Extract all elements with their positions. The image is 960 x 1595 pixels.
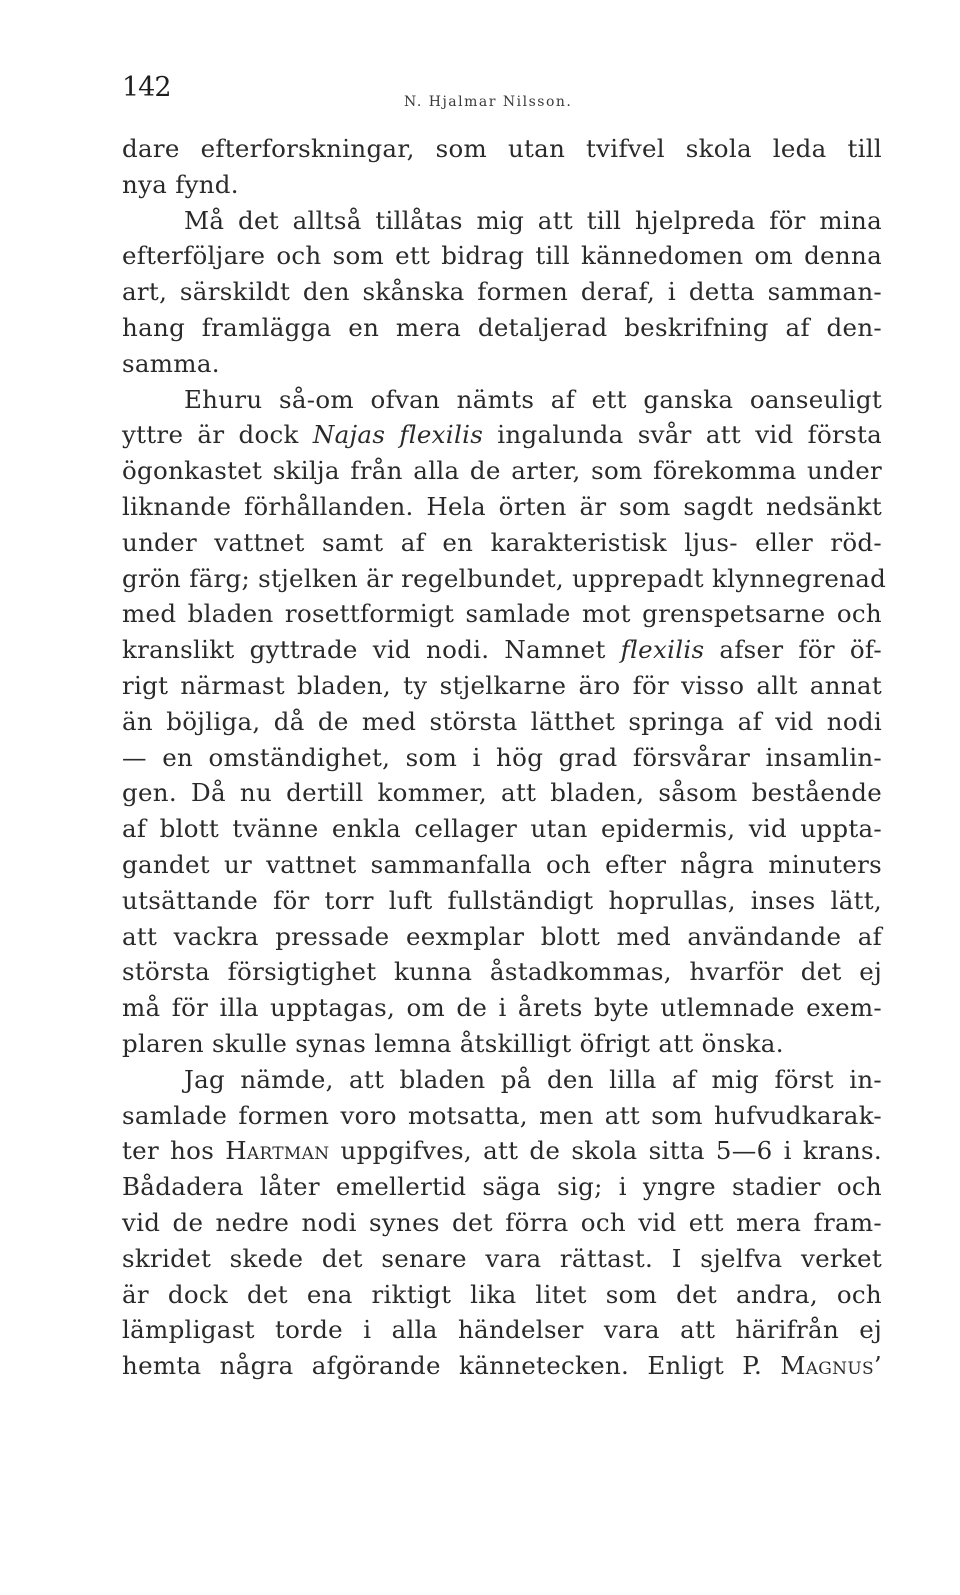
text-line: utsättande för torr luft fullständigt hoprullas, inses lätt, (122, 885, 882, 915)
text-line: nya fynd. (122, 169, 239, 199)
running-head: N. Hjalmar Nilsson. (404, 94, 573, 110)
text-line: gandet ur vattnet sammanfalla och efter några minuters (122, 849, 882, 879)
species-name-italic: Najas flexilis (312, 420, 484, 450)
text-line: plaren skulle synas lemna åtskilligt öfrigt att önska. (122, 1028, 784, 1058)
text-line: skridet skede det senare vara rättast. I sjelfva verket (122, 1243, 882, 1273)
text-line: lämpligast torde i alla händelser vara att härifrån ej (122, 1315, 882, 1345)
body-text (122, 131, 887, 1384)
text-line: af blott tvänne enkla cellager utan epidermis, vid uppta- (122, 814, 882, 844)
text-line: att vackra pressade eexmplar blott med användande af (122, 921, 882, 951)
text-line: ögonkastet skilja från alla de arter, som förekomma under (122, 456, 882, 486)
text-line: liknande förhållanden. Hela örten är som sagdt nedsänkt (122, 491, 882, 521)
author-name-smallcaps: Hartman (225, 1136, 330, 1166)
species-epithet-italic: flexilis (620, 635, 705, 665)
text-segment: kranslikt gyttrade vid nodi. Namnet (122, 635, 621, 665)
text-line (122, 417, 882, 453)
text-segment: hemta några afgörande kännetecken. Enligt P. (122, 1351, 781, 1381)
text-segment: uppgifves, att de skola sitta 5—6 i krans. (329, 1136, 883, 1166)
text-segment: yttre är dock (122, 420, 313, 450)
text-line: grön färg; stjelken är regelbundet, upprepadt klynnegrenad (122, 563, 887, 593)
text-line: Bådadera låter emellertid säga sig; i yngre stadier och (122, 1172, 882, 1202)
text-line: vid de nedre nodi synes det förra och vid ett mera fram- (122, 1207, 882, 1237)
text-line (122, 632, 882, 668)
text-line: art, särskildt den skånska formen deraf, i detta samman- (122, 277, 882, 307)
text-line: under vattnet samt af en karakteristisk ljus- eller röd- (122, 527, 882, 557)
text-line: — en omständighet, som i hög grad försvårar insamlin- (122, 742, 882, 772)
text-line: rigt närmast bladen, ty stjelkarne äro för visso allt annat (122, 670, 882, 700)
text-segment: ter hos (122, 1136, 226, 1166)
text-line: med bladen rosettformigt samlade mot grenspetsarne och (122, 599, 882, 629)
text-line: må för illa upptagas, om de i årets byte utlemnade exem- (122, 993, 882, 1023)
text-line: gen. Då nu dertill kommer, att bladen, såsom bestående (122, 778, 882, 808)
page-number: 142 (122, 72, 171, 103)
text-line (122, 1348, 882, 1384)
text-segment: afser för öf- (704, 635, 882, 665)
text-segment: ingalunda svår att vid första (483, 420, 882, 450)
text-line (122, 1133, 882, 1169)
text-line: största försigtighet kunna åstadkommas, hvarför det ej (122, 957, 882, 987)
text-line: samlade formen voro motsatta, men att som hufvudkarak- (122, 1100, 882, 1130)
text-line: hang framlägga en mera detaljerad beskrifning af den- (122, 312, 882, 342)
paragraph-start-line: Må det alltså tillåtas mig att till hjelpreda för mina (184, 205, 882, 235)
text-line: dare efterforskningar, som utan tvifvel skola leda till (122, 134, 882, 163)
text-line: än böjliga, då de med största lätthet springa af vid nodi (122, 706, 882, 736)
paragraph-start-line: Jag nämde, att bladen på den lilla af mig först in- (184, 1064, 882, 1094)
paragraph-start-line: Ehuru så-om ofvan nämts af ett ganska oanseuligt (184, 384, 882, 414)
text-line: samma. (122, 348, 220, 378)
text-segment: ’ (873, 1351, 882, 1381)
page-header (122, 72, 882, 112)
author-name-smallcaps: Magnus (780, 1351, 874, 1381)
text-line: är dock det ena riktigt lika litet som det andra, och (122, 1279, 882, 1309)
text-line: efterföljare och som ett bidrag till kännedomen om denna (122, 241, 882, 271)
